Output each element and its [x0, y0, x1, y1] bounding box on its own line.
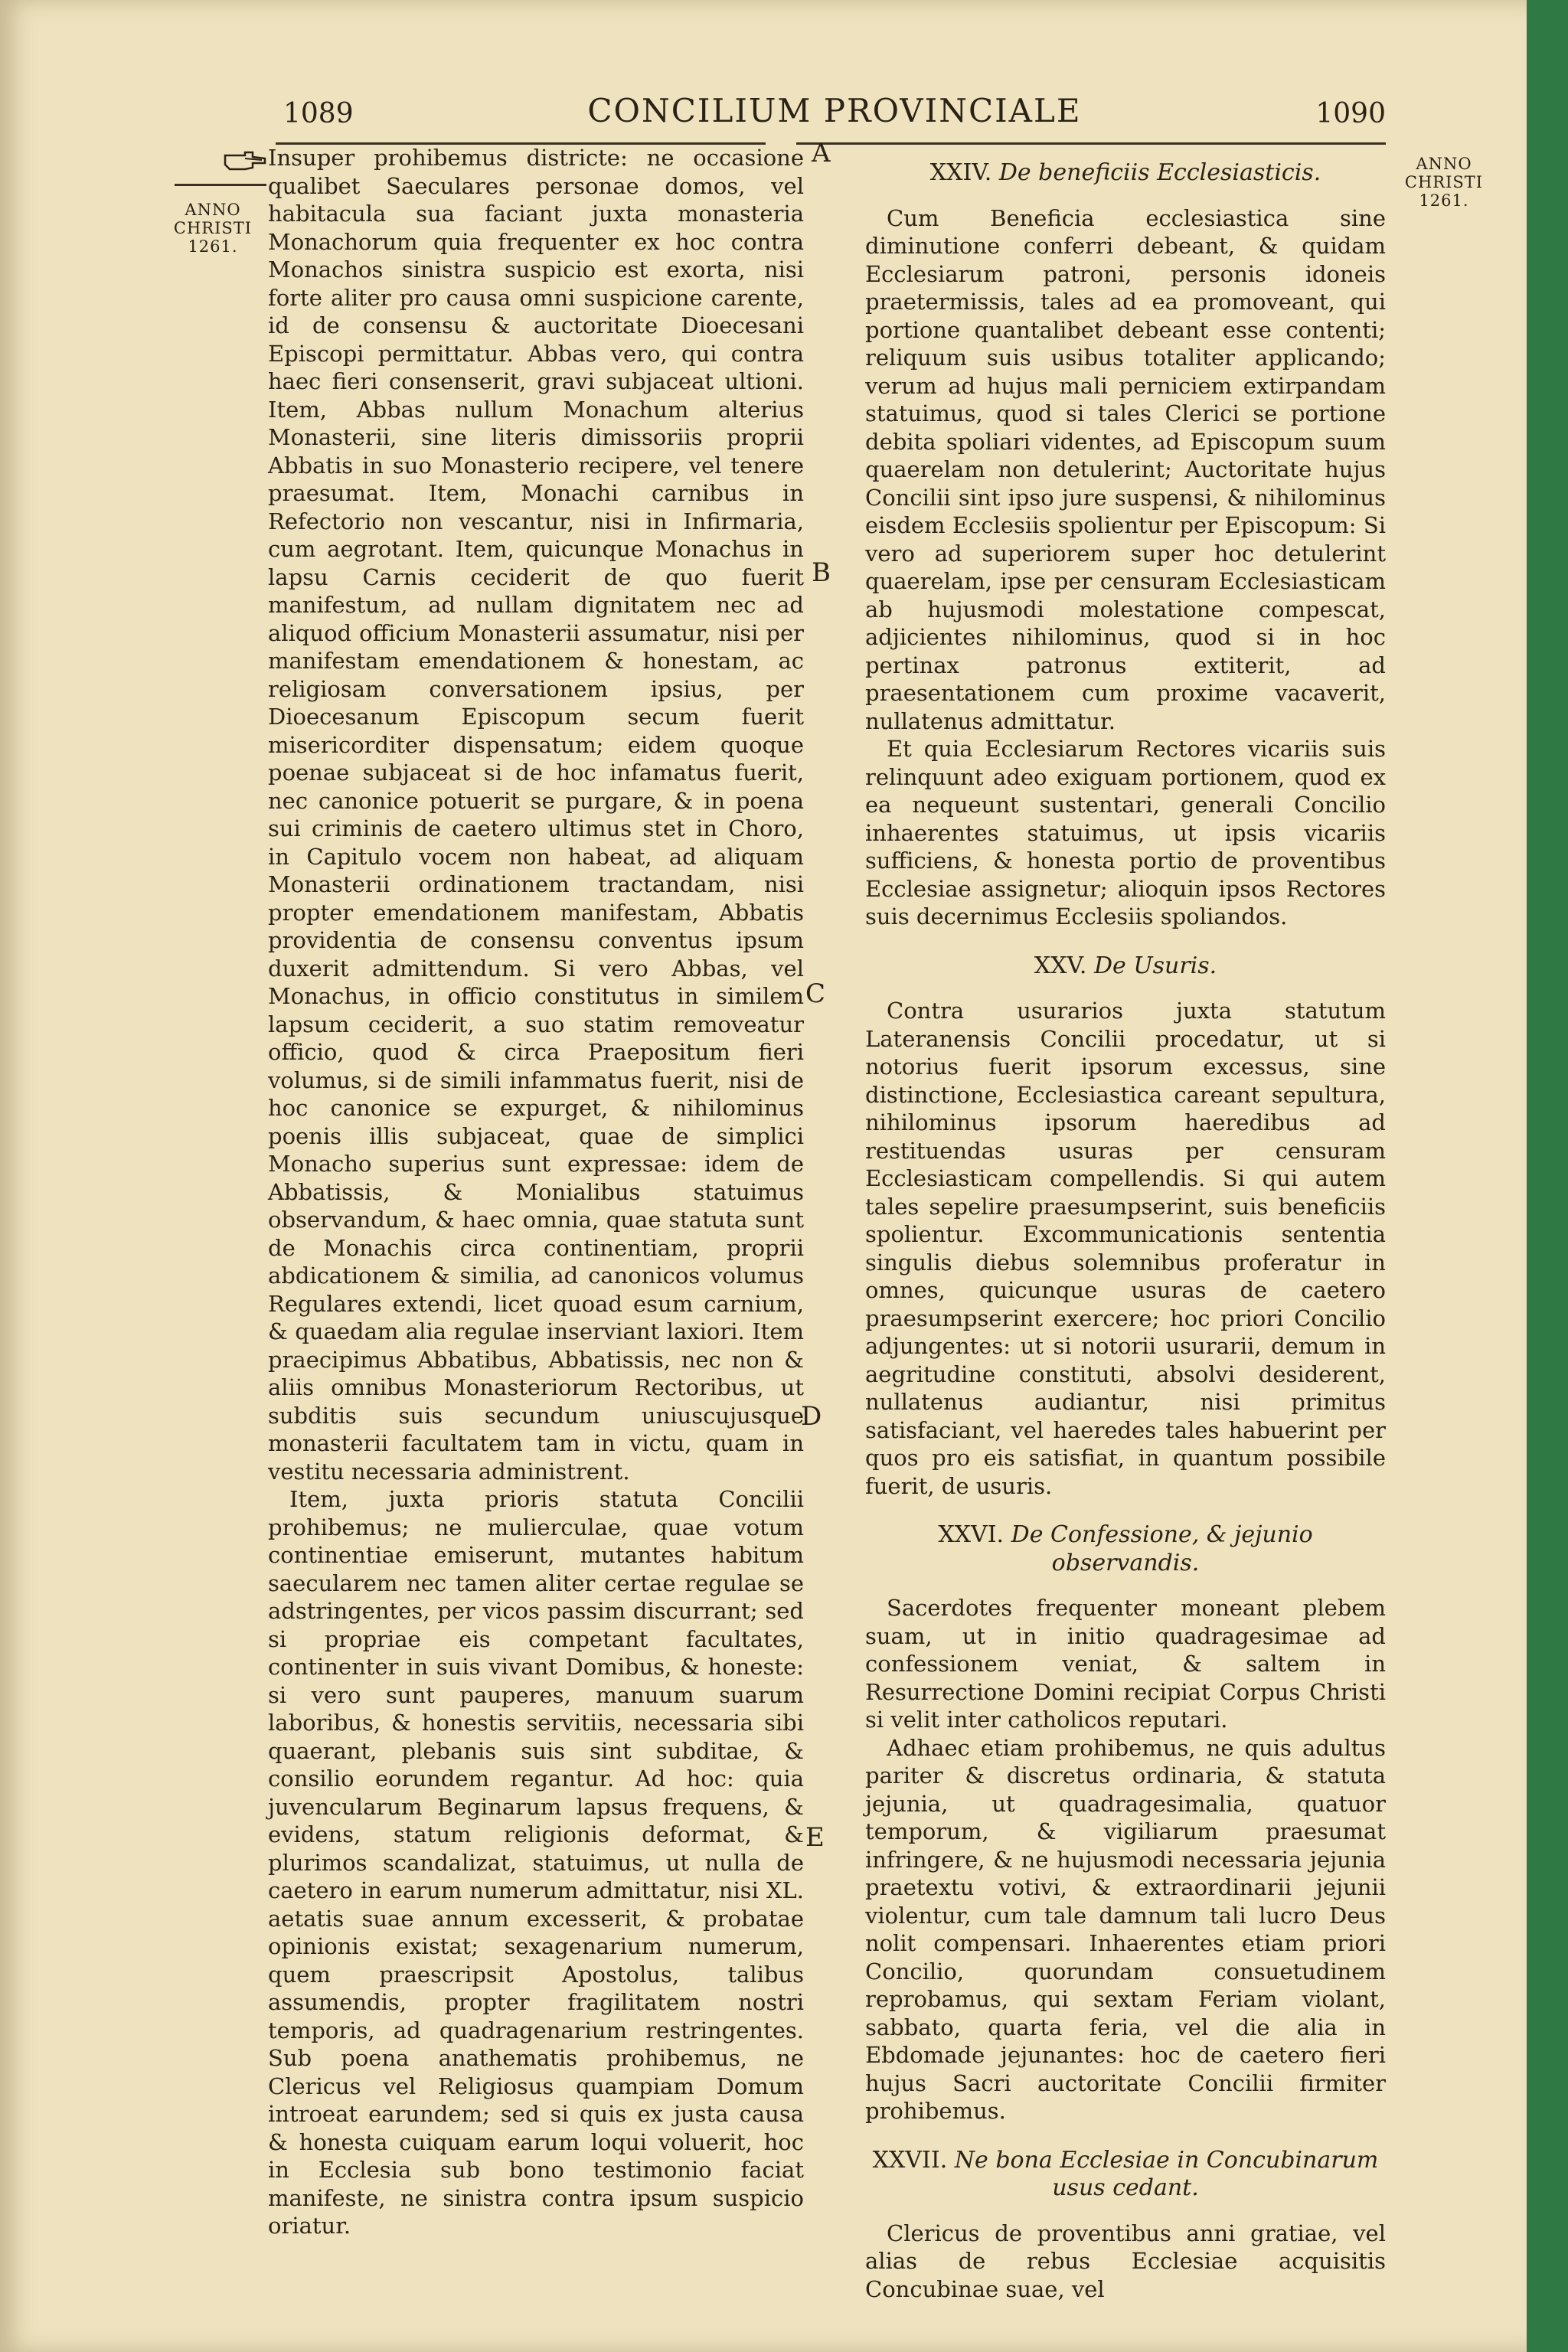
section-paragraph: Clericus de proventibus anni gratiae, vel alias de rebus Ecclesiae acquisitis Concubinae suae, vel [865, 2220, 1386, 2302]
section-number: XXVII. [872, 2146, 948, 2174]
section-number: XXVI. [938, 1521, 1004, 1548]
section-title-text: De Usuris. [1094, 952, 1217, 979]
running-title: CONCILIUM PROVINCIALE [587, 92, 1082, 129]
section-title-text: Ne bona Ecclesiae in Concubinarum usus cedant. [954, 2146, 1379, 2201]
right-column [865, 159, 1386, 2303]
section-paragraph: Contra usurarios juxta statutum Lateranensis Concilii procedatur, ut si notorius fuerit ipsorum excessus, sine distinctione, Ecclesiastica careant sepultura, nihilominus ipsorum haeredibus ad restituendas usuras per censuram Ecclesiasticam compellendis. Si qui autem tales sepelire praesumpserint, suis beneficiis spolientur. Excommunicationis sententia singulis diebus solemnibus proferatur in omnes, quicunque usuras de caetero praesumpserint exercere; hoc priori Concilio adjungentes: ut si notorii usurarii, demum in aegritudine constituti, absolvi desiderent, nullatenus audiantur, nisi primitus satisfaciant, vel haeredes tales habuerint per quos pro eis satisfiat, in quantum possibile fuerit, de usuris. [865, 998, 1386, 1499]
section-heading-xxv [865, 952, 1386, 981]
section-paragraph: Sacerdotes frequenter moneant plebem suam, ut in initio quadragesimae ad confessionem veniat, & saltem in Resurrectione Domini recipiat Corpus Christi si velit inter catholicos reputari. [865, 1595, 1386, 1733]
left-paragraph-2: Item, juxta prioris statuta Concilii prohibemus; ne mulierculae, quae votum continentiae emiserunt, mutantes habitum saecularem nec tamen aliter certae regulae se adstringentes, per vicos passim discurrant; sed si propriae eis competant facultates, continenter in suis vivant Domibus, & honeste: si vero sunt pauperes, manuum suarum laboribus, & honestis servitiis, necessaria sibi quaerant, plebanis suis sint subditae, & consilio eorundem regantur. Ad hoc: quia juvencularum Beginarum lapsus frequens, & evidens, statum religionis deformat, & plurimos scandalizat, statuimus, ut nulla de caetero in earum numerum admittatur, nisi XL. aetatis suae annum excesserit, & probatae opinionis existat; sexagenarium numerum, quem praescripsit Apostolus, talibus assumendis, propter fragilitatem nostri temporis, ad quadragenarium restringentes. Sub poena anathematis prohibemus, ne Clericus vel Religiosus quampiam Domum introeat earundem; sed si quis ex justa causa & honesta cuiquam earum loqui voluerit, hoc in Ecclesia sub bono testimonio faciat manifeste, ne sinistra contra ipsum suspicio oriatur. [268, 1486, 804, 2239]
section-title-text: De beneficiis Ecclesiasticis. [998, 159, 1321, 186]
section-heading-xxvii [865, 2147, 1386, 2203]
section-letter-a: A [812, 138, 831, 168]
section-paragraph: Adhaec etiam prohibemus, ne quis adultus pariter & discretus ordinaria, & statuta jejunia, ut quadragesimalia, quatuor temporum, & vigiliarum praesumat infringere, & ne hujusmodi necessaria jejunia praetextu votivi, & extraordinarii jejunii violentur, cum tale damnum tali lucro Deus nolit compensari. Inhaerentes etiam priori Concilio, quorundam consuetudinem reprobamus, qui sextam Feriam violant, sabbato, quarta feria, vel die alia in Ebdomade jejunantes: hoc de caetero fieri hujus Sacri auctoritate Concilii firmiter prohibemus. [865, 1734, 1386, 2124]
section-paragraph: Et quia Ecclesiarum Rectores vicariis suis relinquunt adeo exiguam portionem, quod ex ea nequeunt sustentari, generali Concilio inhaerentes statuimus, ut ipsis vicariis sufficiens, & honesta portio de proventibus Ecclesiae assignetur; alioquin ipsos Rectores suis decernimus Ecclesiis spoliandos. [865, 736, 1386, 929]
section-letter-b: B [812, 557, 831, 588]
section-number: XXIV. [929, 159, 992, 186]
section-letter-d: D [801, 1401, 822, 1432]
margin-note-year-right: ANNO CHRISTI 1261. [1404, 155, 1484, 210]
header-rule-right [796, 142, 1386, 145]
section-heading-xxiv [865, 159, 1386, 188]
pointing-hand-icon [222, 149, 266, 172]
page-header [283, 92, 1386, 138]
page-number-left: 1089 [283, 98, 354, 129]
section-heading-xxvi [865, 1521, 1386, 1577]
margin-note-year-left: ANNO CHRISTI 1261. [173, 201, 253, 256]
section-letter-c: C [805, 978, 826, 1009]
section-title-text: De Confessione, & jejunio observandis. [1011, 1521, 1313, 1576]
page-number-right: 1090 [1315, 98, 1386, 129]
book-spine [1527, 0, 1568, 2352]
section-number: XXV. [1034, 952, 1087, 979]
left-paragraph-1: Insuper prohibemus districte: ne occasione qualibet Saeculares personae domos, vel habitacula sua faciant juxta monasteria Monachorum quia frequenter ex hoc contra Monachos sinistra suspicio est exorta, nisi forte aliter pro causa omni suspicione carente, id de consensu & auctoritate Dioecesani Episcopi permittatur. Abbas vero, qui contra haec fieri consenserit, gravi subjaceat ultioni. Item, Abbas nullum Monachum alterius Monasterii, sine literis dimissoriis proprii Abbatis in suo Monasterio recipere, vel tenere praesumat. Item, Monachi carnibus in Refectorio non vescantur, nisi in Infirmaria, cum aegrotant. Item, quicunque Monachus in lapsu Carnis ceciderit de quo fuerit manifestum, ad nullam dignitatem nec ad aliquod officium Monasterii assumatur, nisi per manifestam emendationem & honestam, ac religiosam conversationem ipsius, per Dioecesanum Episcopum secum fuerit misericorditer dispensatum; eidem quoque poenae subjaceat si de hoc infamatus fuerit, nec canonice potuerit se purgare, & in poena sui criminis de caetero ultimus stet in Choro, in Capitulo vocem non habeat, ad aliquam Monasterii ordinationem tractandam, nisi propter emendationem manifestam, Abbatis providentia de consensu conventus ipsum duxerit admittendum. Si vero Abbas, vel Monachus, in officio constitutus in similem lapsum ceciderit, a suo statim removeatur officio, quod & circa Praepositum fieri volumus, si de simili infammatus fuerit, nisi de hoc canonice se expurget, & nihilominus poenis illis subjaceat, quae de simplici Monacho superius sunt expressae: idem de Abbatissis, & Monialibus statuimus observandum, & haec omnia, quae statuta sunt de Monachis circa continentiam, proprii abdicationem & similia, ad canonicos volumus Regulares extendi, licet quoad esum carnium, & quaedam alia regulae inserviant laxiori. Item praecipimus Abbatibus, Abbatissis, nec non & aliis omnibus Monasteriorum Rectoribus, ut subditis suis secundum uniuscujusque monasterii facultatem tam in victu, quam in vestitu necessaria administrent. [268, 145, 804, 1485]
margin-dash [175, 184, 266, 186]
section-paragraph: Cum Beneficia ecclesiastica sine diminutione conferri debeant, & quidam Ecclesiarum patroni, personis idoneis praetermissis, tales ad ea promoveant, qui portione quantalibet debeant esse contenti; reliquum suis usibus totaliter applicando; verum ad hujus mali perniciem extirpandam statuimus, quod si tales Clerici se portione debita spoliari videntes, ad Episcopum suum quaerelam non detulerint; Auctoritate hujus Concilii sint ipso jure suspensi, & nihilominus eisdem Ecclesiis spolientur per Episcopum: Si vero ad superiorem super hoc detulerint quaerelam, ipse per censuram Ecclesiasticam ab hujusmodi molestatione compescat, adjicientes nihilominus, quod si in hoc pertinax patronus extiterit, ad praesentationem cum proxime vacaverit, nullatenus admittatur. [865, 204, 1386, 734]
section-letter-e: E [805, 1822, 825, 1853]
left-column [268, 144, 804, 2240]
